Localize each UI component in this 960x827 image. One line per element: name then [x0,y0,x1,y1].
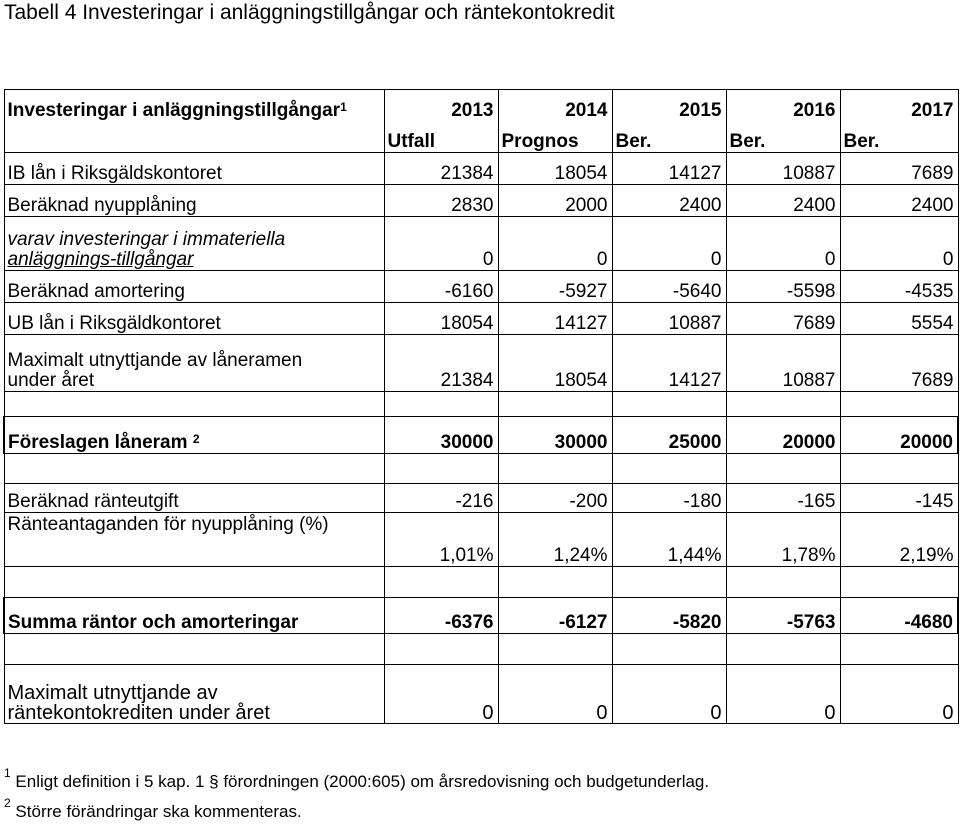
table-row: Beräknad nyupplåning 2830 2000 2400 2400 2400 [4,185,958,217]
table-row: Föreslagen låneram $^2$ 30000 30000 25000 20000 20000 [4,417,958,454]
row-label: Föreslagen låneram $^2$ [4,417,384,454]
row-label: UB lån i Riksgäldkontoret [4,303,384,335]
spacer-row [4,454,958,484]
row-label: Beräknad nyupplåning [4,185,384,217]
table-row: IB lån i Riksgäldskontoret 21384 18054 14127 10887 7689 [4,153,958,185]
table-row: Ränteantaganden för nyupplåning (%) 1,01% 1,24% 1,44% 1,78% 2,19% [4,513,958,567]
table-row: Maximalt utnyttjande av räntekontokrediten under året 0 0 0 0 0 [4,665,958,724]
row-label: varav investeringar i immateriella anläggnings-tillgångar [4,217,384,271]
type-cell: Ber. [840,121,958,153]
row-label: Beräknad ränteutgift [4,484,384,513]
row-label: Ränteantaganden för nyupplåning (%) [4,513,384,567]
table-row: Summa räntor och amorteringar -6376 -6127 -5820 -5763 -4680 [4,598,958,634]
row-label: Summa räntor och amorteringar [4,598,384,634]
row-label: Maximalt utnyttjande av låneramen under året [4,335,384,392]
header-label: Investeringar i anläggningstillgångar$^1$ [4,90,384,121]
table-row: varav investeringar i immateriella anläggnings-tillgångar 0 0 0 0 0 [4,217,958,271]
year-cell: 2014 [498,90,612,121]
table-row: Maximalt utnyttjande av låneramen under året 21384 18054 14127 10887 7689 [4,335,958,392]
spacer-row [4,567,958,598]
table-row: Beräknad ränteutgift -216 -200 -180 -165 -145 [4,484,958,513]
year-cell: 2015 [612,90,726,121]
table-row: Beräknad amortering -6160 -5927 -5640 -5598 -4535 [4,271,958,303]
year-cell: 2016 [726,90,840,121]
type-cell: Ber. [612,121,726,153]
footnote: $^1$ Enligt definition i 5 kap. 1 § förordningen (2000:605) om årsredovisning och budgetunderlag. [4,766,710,791]
type-cell: Ber. [726,121,840,153]
type-cell: Utfall [384,121,498,153]
table-title: Tabell 4 Investeringar i anläggningstillgångar och räntekontokredit [4,1,615,24]
table-row: UB lån i Riksgäldkontoret 18054 14127 10887 7689 5554 [4,303,958,335]
row-label: IB lån i Riksgäldskontoret [4,153,384,185]
investment-table [3,89,959,724]
spacer-row [4,392,958,417]
year-cell: 2013 [384,90,498,121]
header-type-row [4,121,958,153]
header-year-row [4,90,958,121]
type-cell: Prognos [498,121,612,153]
row-label: Beräknad amortering [4,271,384,303]
spacer-row [4,634,958,665]
row-label: Maximalt utnyttjande av räntekontokrediten under året [4,665,384,724]
year-cell: 2017 [840,90,958,121]
footnote: $^2$ Större förändringar ska kommenteras. [4,796,302,821]
